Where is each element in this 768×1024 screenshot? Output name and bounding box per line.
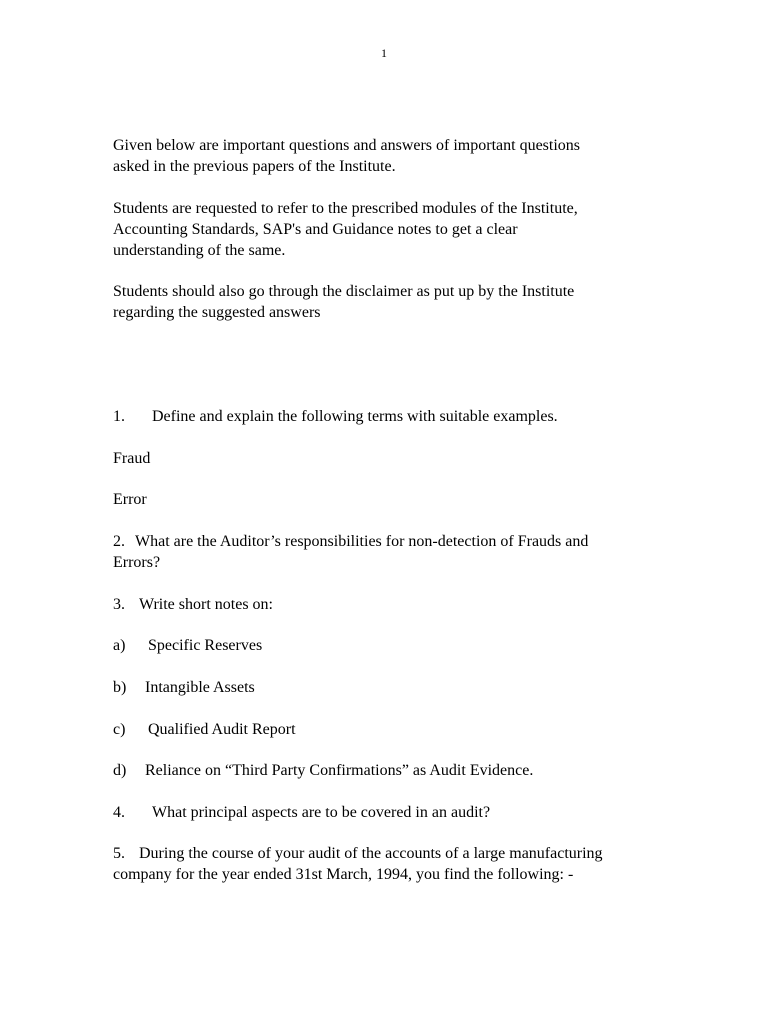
question-1 (113, 406, 673, 427)
page-number: 1 (381, 46, 387, 60)
question-4-number: 4. (113, 804, 125, 821)
list-item-c (113, 719, 673, 740)
question-3 (113, 594, 673, 615)
question-5-text-line-2: company for the year ended 31st March, 1994, you find the following: - (113, 866, 574, 883)
question-2-number: 2. (113, 533, 125, 550)
question-4 (113, 802, 673, 823)
list-item-text: Reliance on “Third Party Confirmations” as Audit Evidence. (145, 762, 534, 779)
question-4-text: What principal aspects are to be covered in an audit? (152, 804, 491, 821)
intro-paragraph-2-line-3: understanding of the same. (113, 242, 286, 259)
list-item-label: d) (113, 762, 127, 779)
intro-paragraph-3-line-2: regarding the suggested answers (113, 304, 321, 321)
question-5 (113, 843, 673, 864)
question-1-term-fraud: Fraud (113, 450, 151, 467)
question-3-text: Write short notes on: (139, 596, 273, 613)
list-item-label: a) (113, 637, 126, 654)
question-2 (113, 531, 673, 552)
list-item-text: Intangible Assets (145, 679, 255, 696)
list-item-a (113, 635, 673, 656)
list-item-text: Qualified Audit Report (148, 721, 296, 738)
question-5-number: 5. (113, 845, 125, 862)
intro-paragraph-1-line-2: asked in the previous papers of the Institute. (113, 158, 396, 175)
question-3-number: 3. (113, 596, 125, 613)
question-1-text: Define and explain the following terms with suitable examples. (152, 408, 558, 425)
list-item-label: c) (113, 721, 126, 738)
list-item-b (113, 677, 673, 698)
question-2-text-line-1: What are the Auditor’s responsibilities for non-detection of Frauds and (135, 533, 589, 550)
question-1-term-error: Error (113, 491, 147, 508)
list-item-label: b) (113, 679, 127, 696)
list-item-text: Specific Reserves (148, 637, 263, 654)
intro-paragraph-3-line-1: Students should also go through the disclaimer as put up by the Institute (113, 283, 575, 300)
question-2-text-line-2: Errors? (113, 554, 161, 571)
question-1-number: 1. (113, 408, 125, 425)
list-item-d (113, 760, 673, 781)
intro-paragraph-2-line-2: Accounting Standards, SAP's and Guidance notes to get a clear (113, 221, 518, 238)
intro-paragraph-2-line-1: Students are requested to refer to the prescribed modules of the Institute, (113, 200, 578, 217)
question-5-text-line-1: During the course of your audit of the accounts of a large manufacturing (139, 845, 603, 862)
intro-paragraph-1-line-1: Given below are important questions and answers of important questions (113, 137, 581, 154)
